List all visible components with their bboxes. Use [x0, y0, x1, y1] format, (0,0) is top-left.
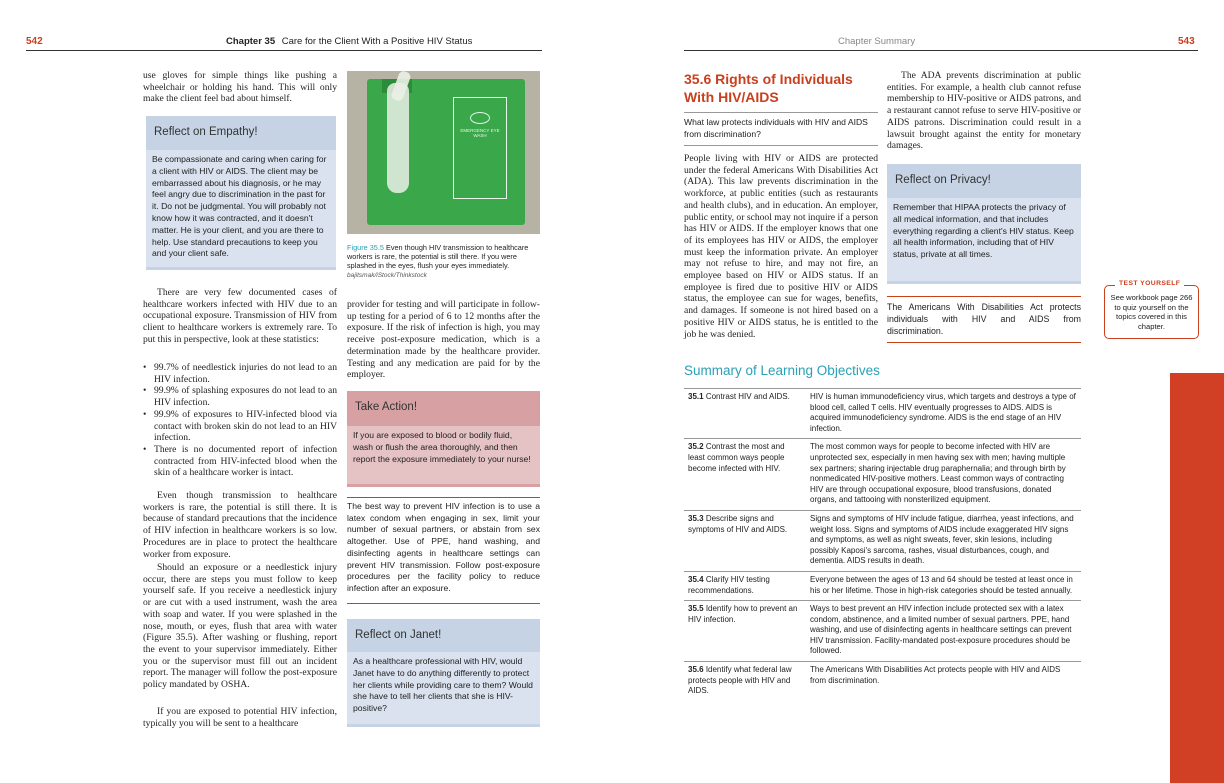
- take-action-body: If you are exposed to blood or bodily fluid, wash or flush the area thoroughly, and then report the exposure immediately to your nurse!: [347, 426, 540, 484]
- figure-caption: [347, 243, 540, 280]
- pull-quote-left: The best way to prevent HIV infection is to use a latex condom when engaging in sex, limit your number of sexual partners, or abstain from sex altogether. Use of PPE, hand washing, and disinfecting agents in healthcare settings can prevent HIV transmission. Follow post-exposure procedures per the facility policy to reduce infection after an exposure.: [347, 501, 540, 593]
- question-rule-bottom: [684, 145, 878, 146]
- pull-quote-right-rule-top: [887, 296, 1081, 297]
- objective-label-cell: [684, 601, 806, 662]
- list-item: • 99.9% of exposures to HIV-infected blood via contact with broken skin do not lead to an HIV infection.: [143, 408, 337, 444]
- figure-caption-text: Even though HIV transmission to healthcare workers is rare, the potential is still there. If you were splashed in the eyes, flush your eyes immediately.: [347, 243, 529, 270]
- objective-label: Contrast the most and least common ways people become infected with HIV.: [688, 442, 785, 473]
- objective-text: The most common ways for people to become infected with HIV are unprotected sex, especially in men having sex with men; having multiple sex partners; sharing injectable drug paraphernalia; and through birth by nonmedicated HIV-positive mothers. Least common ways of contracting HIV are through occupational exposure, blood transfusions, donated organs, and tattooing with nonsterilized equipment.: [806, 439, 1081, 511]
- janet-box-title: Reflect on Janet!: [355, 629, 442, 641]
- col2-paragraph-1: provider for testing and will participate in follow-up testing for a period of 6 to 12 months after the exposure. If the risk of infection is high, you may receive post-exposure medication, which is a determination made by the healthcare provider. Testing and any medication are paid for by the employer.: [347, 299, 540, 381]
- table-row: [684, 510, 1081, 571]
- objective-label-cell: [684, 662, 806, 701]
- section-paragraph-2: The ADA prevents discrimination at public entities. For example, a health club cannot refuse membership to HIV-positive or AIDS patrons, and a restaurant cannot refuse to serve HIV-positive or AIDS patrons. Discrimination could result in a lawsuit brought against the entity for monetary damages.: [887, 70, 1081, 152]
- take-action-title: Take Action!: [355, 401, 418, 413]
- objective-label-cell: [684, 439, 806, 511]
- table-row: [684, 389, 1081, 439]
- objective-number: 35.1: [688, 392, 704, 401]
- col1-top-paragraph: use gloves for simple things like pushing a wheelchair or holding his hand. This will only make the client feel bad about himself.: [143, 70, 337, 105]
- objective-number: 35.2: [688, 442, 704, 452]
- statistics-list: [143, 362, 337, 479]
- eye-icon: [470, 112, 490, 124]
- summary-title: Summary of Learning Objectives: [684, 363, 880, 378]
- empathy-box-body: Be compassionate and caring when caring for a client with HIV or AIDS. The client may be embarrassed about his diagnosis, or he may feel angry due to discrimination in the past for it. Do not be judgmental. You will probably not know how it was contracted, and it doesn't matter. He is your client, and you are there to help. Use standard precautions to keep you and your client safe.: [146, 150, 336, 267]
- question-rule-top: [684, 112, 878, 113]
- list-item-text: 99.7% of needlestick injuries do not lead to an HIV infection.: [154, 362, 337, 385]
- empathy-box-title: Reflect on Empathy!: [154, 126, 258, 138]
- running-head-right: Chapter Summary: [838, 36, 916, 47]
- list-item-text: 99.9% of splashing exposures do not lead to an HIV infection.: [154, 385, 337, 409]
- objective-number: 35.6: [688, 665, 704, 675]
- pull-quote-right: The Americans With Disabilities Act protects individuals with HIV and AIDS from discrimination.: [887, 302, 1081, 336]
- section-heading: [684, 70, 878, 106]
- objective-label: Clarify HIV testing recommendations.: [688, 574, 770, 595]
- objective-label-cell: [684, 389, 806, 439]
- page-number-left: 542: [26, 36, 43, 47]
- figure-label: Figure 35.5: [347, 243, 384, 252]
- privacy-box-title: Reflect on Privacy!: [895, 174, 991, 186]
- summary-table: [684, 388, 1081, 701]
- objective-label: Identify how to prevent an HIV infection.: [688, 604, 798, 624]
- running-head-left: [226, 36, 472, 47]
- objective-label: Identify what federal law protects people with HIV and AIDS.: [688, 665, 792, 696]
- pull-quote-rule-bottom: [347, 603, 540, 604]
- objective-text: HIV is human immunodeficiency virus, which targets and destroys a type of blood cell, called T cells. HIV eventually progresses to AIDS. AIDS is acquired immunodeficiency syndrome. AIDS is the end stage of an HIV infection.: [806, 389, 1081, 439]
- objective-label-cell: [684, 571, 806, 600]
- list-item: • 99.9% of splashing exposures do not lead to an HIV infection.: [143, 385, 337, 409]
- col1-paragraph-2: There are very few documented cases of healthcare workers infected with HIV due to an occupational exposure. Transmission of HIV from client to healthcare workers is extremely rare. To put this in perspective, look at these statistics:: [143, 287, 337, 345]
- eyewash-sign: [453, 97, 507, 199]
- page-number-right: 543: [1178, 36, 1195, 47]
- chapter-side-tab: [1170, 373, 1224, 783]
- objective-text: The Americans With Disabilities Act protects people with HIV and AIDS from discrimination.: [806, 662, 1081, 701]
- take-action-box: [347, 391, 540, 487]
- figure-photo: [347, 71, 540, 234]
- eyewash-sign-text: EMERGENCY EYE WASH: [460, 128, 500, 138]
- objective-text: Signs and symptoms of HIV include fatigue, diarrhea, yeast infections, and weight loss. Signs and symptoms of AIDS include exaggerated HIV signs and symptoms, as well as night sweats, fever, skin lesions, including possibly Kaposi's sarcoma, rashes, visual disturbances, cough, and dementia. AIDS results in death.: [806, 510, 1081, 571]
- col1-paragraph-4: Should an exposure or a needlestick injury occur, there are steps you must follow to keep yourself safe. If you receive a needlestick injury or are cut with a used instrument, wash the area with soap and water. If you were splashed in the nose, mouth, or eyes, flush that area with water (Figure 35.5). After washing or flushing, report the event to your supervisor immediately. Either you or the supervisor must fill out an incident report. The manager will follow the post-exposure policy mandated by OSHA.: [143, 562, 337, 691]
- section-title: Rights of Individuals With HIV/AIDS: [684, 71, 853, 105]
- table-row: [684, 601, 1081, 662]
- col1-paragraph-3: Even though transmission to healthcare workers is rare, the potential is still there. It is because of standard precautions that the incidence of HIV infection in healthcare workers is so low. Procedures are in place to protect the healthcare worker from exposure.: [143, 490, 337, 560]
- col1-paragraph-5: If you are exposed to potential HIV infection, typically you will be sent to a healthcare: [143, 706, 337, 729]
- figure-credit: bajitsmak/iStock/Thinkstock: [347, 272, 427, 279]
- header-rule-left: [26, 50, 542, 51]
- test-yourself-body: See workbook page 266 to quiz yourself on the topics covered in this chapter.: [1110, 293, 1193, 331]
- objective-label: Contrast HIV and AIDS.: [705, 392, 790, 401]
- privacy-box: [887, 164, 1081, 284]
- objective-number: 35.3: [688, 513, 704, 523]
- objective-number: 35.5: [688, 604, 704, 614]
- objective-label: Describe signs and symptoms of HIV and AIDS.: [688, 513, 788, 534]
- table-row: [684, 662, 1081, 701]
- pull-quote-rule-top: [347, 497, 540, 498]
- table-row: [684, 439, 1081, 511]
- objective-text: Ways to best prevent an HIV infection include protected sex with a latex condom, abstinence, and a limited number of sexual partners. PPE, hand washing, and use of disinfecting agents in healthcare settings can prevent HIV transmission. Facility-mandated post-exposure procedures should be followed.: [806, 601, 1081, 662]
- header-rule-right: [684, 50, 1198, 51]
- list-item: • 99.7% of needlestick injuries do not lead to an HIV infection.: [143, 362, 337, 385]
- running-title: Care for the Client With a Positive HIV Status: [281, 36, 473, 47]
- list-item: • There is no documented report of infection contracted from HIV-infected blood when the skin of a healthcare worker is intact.: [143, 443, 337, 479]
- test-yourself-title: TEST YOURSELF: [1115, 280, 1184, 287]
- running-chapter: Chapter 35: [226, 36, 276, 47]
- test-yourself-box: [1104, 280, 1199, 339]
- table-row: [684, 571, 1081, 600]
- section-number: 35.6: [684, 71, 712, 87]
- empathy-box: [146, 116, 336, 270]
- privacy-box-body: Remember that HIPAA protects the privacy of all medical information, and that includes everything regarding a client's HIV status. Keep all health information, including that of HIV status, private at all times.: [887, 198, 1081, 281]
- section-paragraph-1: People living with HIV or AIDS are protected under the federal Americans With Disabilities Act (ADA). This law prevents discrimination in the workforce, at public entities (such as restaurants and health clubs), and in education. An employer, public entity, or school may not inquire if a person has HIV or AIDS. If the employer knows that one of its employees has HIV or AIDS, the employer must keep the information private. An employer may not refuse to hire, and may not fire, an employee based on HIV or AIDS status. If an employee is fired due to positive HIV or AIDS status, the employee can sue for wages, benefits, and damages. If someone is not hired based on a positive HIV or AIDS status, he is entitled to the job he was denied.: [684, 153, 878, 340]
- objective-label-cell: [684, 510, 806, 571]
- section-question: What law protects individuals with HIV and AIDS from discrimination?: [684, 117, 868, 139]
- objective-number: 35.4: [688, 574, 704, 584]
- janet-box-body: As a healthcare professional with HIV, would Janet have to do anything differently to protect her clients while providing care to them? Would she have to tell her clients that she is HIV-positive?: [347, 652, 540, 724]
- objective-text: Everyone between the ages of 13 and 64 should be tested at least once in his or her lifetime. Those in high-risk categories should be tested annually.: [806, 571, 1081, 600]
- list-item-text: 99.9% of exposures to HIV-infected blood via contact with broken skin do not lead to an HIV infection.: [154, 408, 337, 444]
- pull-quote-right-rule-bottom: [887, 342, 1081, 343]
- list-item-text: There is no documented report of infection contracted from HIV-infected blood when the skin of a healthcare worker is intact.: [154, 443, 337, 479]
- janet-box: [347, 619, 540, 727]
